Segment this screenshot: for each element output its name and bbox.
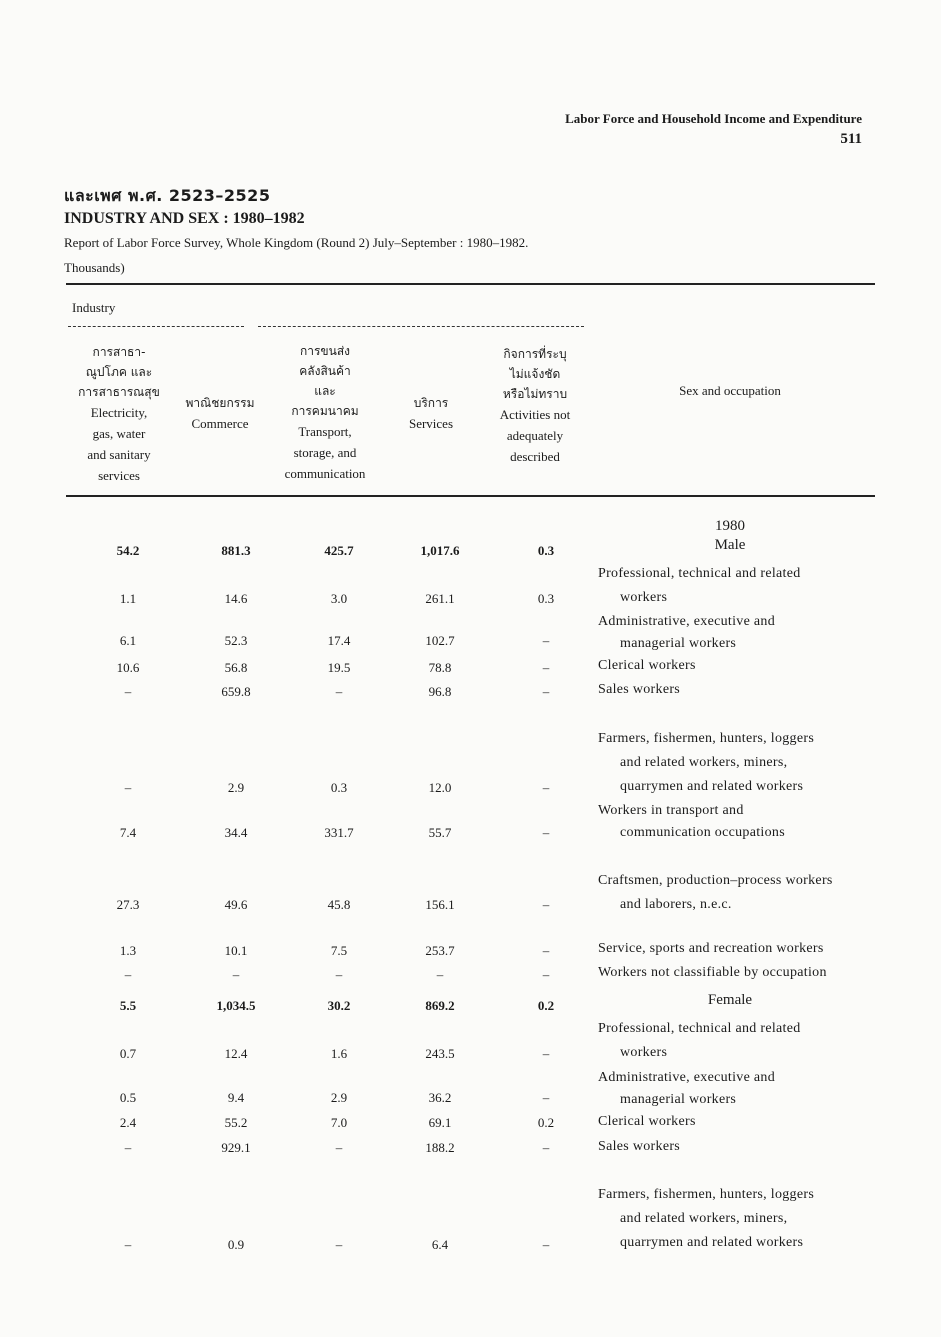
col-header-commerce-thai: พาณิชยกรรม	[185, 396, 255, 410]
page-number: 511	[840, 131, 862, 147]
table-cell: 6.4	[431, 1237, 449, 1252]
occupation-label: Farmers, fishermen, hunters, loggers	[598, 731, 815, 746]
table-cell: 0.2	[537, 998, 555, 1013]
table-cell: –	[542, 943, 550, 958]
table-cell: 14.6	[224, 591, 248, 606]
col-header-activities-en-3: described	[510, 449, 560, 464]
occupation-label: Clerical workers	[598, 658, 696, 673]
table-cell: 7.0	[330, 1115, 348, 1130]
table-cell: 5.5	[119, 998, 137, 1013]
table-cell: –	[124, 780, 132, 795]
table-cell: 12.0	[428, 780, 452, 795]
table-cell: 243.5	[425, 1046, 455, 1061]
table-cell: 9.4	[227, 1090, 245, 1105]
table-cell: –	[124, 1237, 132, 1252]
table-cell: –	[542, 1046, 550, 1061]
table-cell: 0.3	[537, 543, 555, 558]
col-header-utilities-en-1: Electricity,	[90, 405, 148, 420]
header-rule	[66, 495, 875, 497]
table-cell: 1,017.6	[420, 543, 460, 558]
occupation-label: and related workers, miners,	[620, 755, 788, 770]
col-header-transport-en-2: storage, and	[293, 445, 357, 460]
table-cell: –	[436, 967, 444, 982]
table-cell: 0.2	[537, 1115, 555, 1130]
table-cell: –	[542, 660, 550, 675]
table-cell: 102.7	[425, 633, 455, 648]
table-cell: 45.8	[327, 897, 351, 912]
table-cell: 659.8	[221, 684, 251, 699]
table-cell: 0.3	[537, 591, 555, 606]
occupation-label: Sales workers	[598, 682, 681, 697]
table-cell: –	[542, 633, 550, 648]
table-cell: 2.9	[227, 780, 245, 795]
table-cell: 156.1	[425, 897, 455, 912]
col-header-utilities-en-3: and sanitary	[87, 447, 151, 462]
table-cell: 253.7	[425, 943, 455, 958]
table-cell: 17.4	[327, 633, 351, 648]
table-cell: –	[335, 967, 343, 982]
table-cell: –	[542, 780, 550, 795]
col-header-transport-thai-2: คลังสินค้า	[299, 364, 351, 378]
table-cell: 10.6	[116, 660, 140, 675]
table-cell: 54.2	[116, 543, 140, 558]
occupation-label: Sales workers	[598, 1139, 681, 1154]
table-cell: 0.9	[227, 1237, 245, 1252]
col-header-activities	[478, 344, 592, 467]
table-cell: –	[335, 1140, 343, 1155]
sex-label: Male	[714, 537, 746, 553]
col-header-transport-thai-3: และ	[314, 384, 336, 398]
table-units: Thousands)	[64, 260, 125, 275]
table-cell: 49.6	[224, 897, 248, 912]
table-cell: 69.1	[428, 1115, 452, 1130]
table-cell: –	[335, 1237, 343, 1252]
table-cell: 10.1	[224, 943, 248, 958]
table-cell: –	[542, 1090, 550, 1105]
occupation-label: Clerical workers	[598, 1114, 696, 1129]
year-label: 1980	[715, 518, 745, 534]
col-header-activities-thai-3: หรือไม่ทราบ	[502, 387, 568, 401]
table-cell: 0.3	[330, 780, 348, 795]
table-cell: 1.3	[119, 943, 137, 958]
occupation-label: Workers in transport and	[598, 803, 744, 818]
table-cell: 1.1	[119, 591, 137, 606]
sex-label: Female	[707, 992, 753, 1008]
occupation-label: managerial workers	[620, 1092, 737, 1107]
table-cell: 52.3	[224, 633, 248, 648]
table-cell: –	[542, 967, 550, 982]
col-header-transport-thai-1: การขนส่ง	[299, 344, 351, 358]
table-cell: 2.4	[119, 1115, 137, 1130]
col-header-transport-en-3: communication	[284, 466, 366, 481]
occupation-label: Craftsmen, production–process workers	[598, 873, 833, 888]
col-header-utilities-en-2: gas, water	[92, 426, 146, 441]
table-cell: 12.4	[224, 1046, 248, 1061]
table-cell: –	[124, 684, 132, 699]
occupation-label: managerial workers	[620, 636, 737, 651]
table-source: Report of Labor Force Survey, Whole Kingdom (Round 2) July–September : 1980–1982.	[64, 235, 529, 250]
table-cell: 0.5	[119, 1090, 137, 1105]
table-cell: –	[542, 1237, 550, 1252]
table-cell: –	[542, 897, 550, 912]
table-cell: –	[124, 967, 132, 982]
table-cell: –	[124, 1140, 132, 1155]
table-cell: 2.9	[330, 1090, 348, 1105]
table-cell: –	[542, 1140, 550, 1155]
table-cell: 261.1	[425, 591, 455, 606]
table-cell: –	[335, 684, 343, 699]
table-cell: 869.2	[425, 998, 455, 1013]
table-cell: 3.0	[330, 591, 348, 606]
top-rule	[66, 283, 875, 285]
table-cell: 6.1	[119, 633, 137, 648]
col-header-utilities-thai-1: การสาธา-	[92, 345, 146, 359]
table-cell: 1,034.5	[216, 998, 256, 1013]
col-header-activities-en-1: Activities not	[499, 407, 571, 422]
col-header-utilities-en-4: services	[98, 468, 140, 483]
col-header-activities-thai-2: ไม่แจ้งชัด	[509, 367, 561, 381]
table-cell: 331.7	[324, 825, 354, 840]
table-cell: 188.2	[425, 1140, 455, 1155]
occupation-label: and laborers, n.e.c.	[620, 897, 732, 912]
table-cell: 30.2	[327, 998, 351, 1013]
col-header-utilities-thai-2: ณูปโภค และ	[85, 365, 153, 379]
industry-label: Industry	[72, 300, 116, 315]
table-title-thai: และเพศ พ.ศ. 2523–2525	[64, 186, 271, 205]
col-header-sex-occupation: Sex and occupation	[679, 383, 781, 398]
occupation-label: workers	[620, 590, 668, 605]
table-cell: 27.3	[116, 897, 140, 912]
col-header-services-en: Services	[408, 416, 454, 431]
table-cell: 929.1	[221, 1140, 251, 1155]
col-header-transport-thai-4: การคมนาคม	[291, 404, 359, 418]
table-cell: –	[542, 825, 550, 840]
occupation-label: Professional, technical and related	[598, 1021, 801, 1036]
col-header-commerce	[170, 393, 270, 434]
table-cell: –	[232, 967, 240, 982]
col-header-transport	[266, 341, 384, 484]
occupation-label: workers	[620, 1045, 668, 1060]
occupation-label: Service, sports and recreation workers	[598, 941, 824, 956]
table-cell: 7.4	[119, 825, 137, 840]
col-header-commerce-en: Commerce	[191, 416, 249, 431]
table-cell: 881.3	[221, 543, 251, 558]
industry-dash-right	[258, 326, 584, 327]
occupation-label: Professional, technical and related	[598, 566, 801, 581]
table-cell: 0.7	[119, 1046, 137, 1061]
col-header-activities-thai-1: กิจการที่ระบุ	[503, 347, 567, 361]
industry-dash-left	[68, 326, 244, 327]
col-header-utilities	[62, 342, 176, 486]
col-header-services-thai: บริการ	[413, 396, 449, 410]
table-cell: 425.7	[324, 543, 354, 558]
occupation-label: communication occupations	[620, 825, 785, 840]
col-header-transport-en-1: Transport,	[298, 424, 352, 439]
occupation-label: quarrymen and related workers	[620, 779, 804, 794]
occupation-label: Farmers, fishermen, hunters, loggers	[598, 1187, 815, 1202]
table-cell: 34.4	[224, 825, 248, 840]
table-cell: 19.5	[327, 660, 351, 675]
table-cell: 96.8	[428, 684, 452, 699]
occupation-label: and related workers, miners,	[620, 1211, 788, 1226]
table-cell: 55.7	[428, 825, 452, 840]
table-cell: 78.8	[428, 660, 452, 675]
occupation-label: Workers not classifiable by occupation	[598, 965, 827, 980]
table-cell: 1.6	[330, 1046, 348, 1061]
col-header-services	[386, 393, 476, 434]
table-cell: 36.2	[428, 1090, 452, 1105]
occupation-label: quarrymen and related workers	[620, 1235, 804, 1250]
table-title: INDUSTRY AND SEX : 1980–1982	[64, 210, 305, 227]
occupation-label: Administrative, executive and	[598, 1070, 776, 1085]
table-cell: –	[542, 684, 550, 699]
col-header-activities-en-2: adequately	[506, 428, 564, 443]
running-title: Labor Force and Household Income and Expenditure	[565, 111, 862, 126]
col-header-utilities-thai-3: การสาธารณสุข	[78, 385, 160, 399]
occupation-label: Administrative, executive and	[598, 614, 776, 629]
table-cell: 7.5	[330, 943, 348, 958]
table-cell: 56.8	[224, 660, 248, 675]
table-cell: 55.2	[224, 1115, 248, 1130]
